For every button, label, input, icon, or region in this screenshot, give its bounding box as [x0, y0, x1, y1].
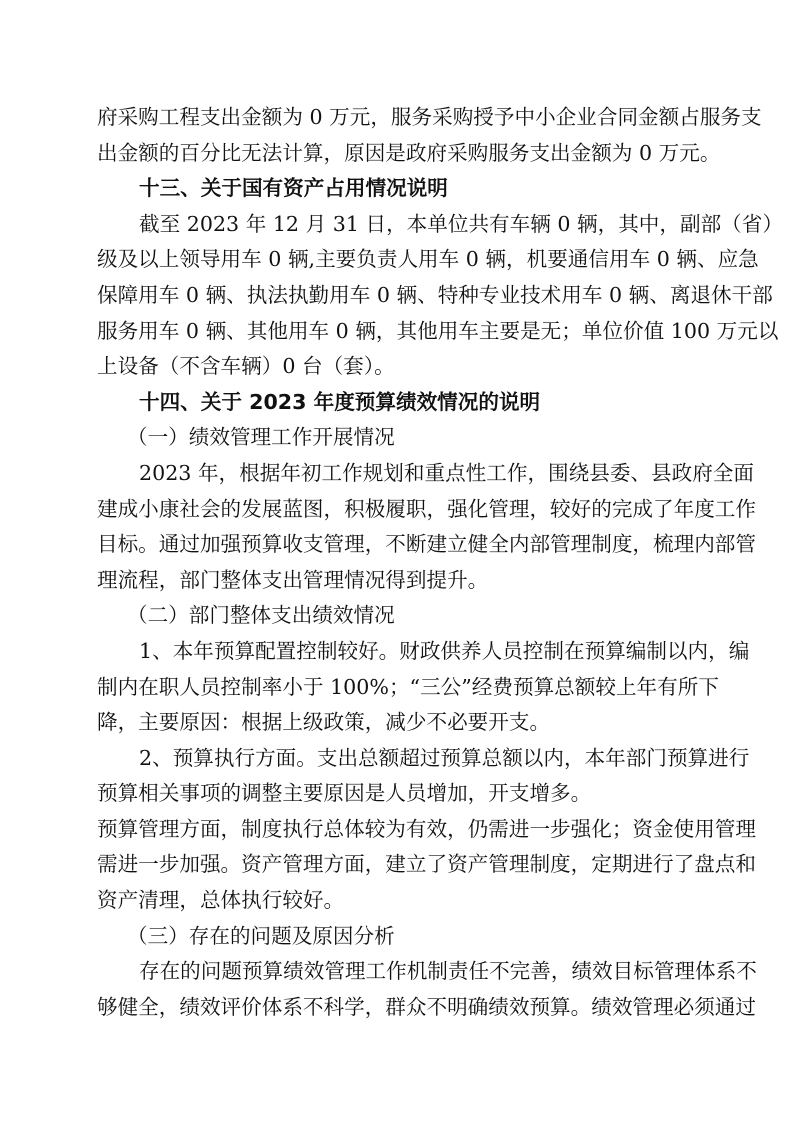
paragraph-line: 理流程，部门整体支出管理情况得到提升。	[97, 567, 489, 592]
paragraph-line: 资产清理，总体执行较好。	[97, 888, 345, 913]
paragraph-line: 建成小康社会的发展蓝图，积极履职，强化管理，较好的完成了年度工作	[97, 496, 756, 521]
paragraph-line: 2023 年，根据年初工作规划和重点性工作，围绕县委、县政府全面	[139, 460, 754, 485]
document-page	[97, 100, 783, 1025]
paragraph-line: 保障用车 0 辆、执法执勤用车 0 辆、特种专业技术用车 0 辆、离退休干部	[97, 282, 773, 307]
paragraph-line: 服务用车 0 辆、其他用车 0 辆，其他用车主要是无；单位价值 100 万元以	[97, 318, 779, 343]
paragraph-line: 目标。通过加强预算收支管理，不断建立健全内部管理制度，梳理内部管	[97, 532, 756, 557]
paragraph-line: 1、本年预算配置控制较好。财政供养人员控制在预算编制以内，编	[139, 638, 750, 663]
subsection-heading-3: （三）存在的问题及原因分析	[127, 923, 395, 948]
paragraph-line: 够健全，绩效评价体系不科学，群众不明确绩效预算。绩效管理必须通过	[97, 994, 756, 1019]
paragraph-line: 预算管理方面，制度执行总体较为有效，仍需进一步强化；资金使用管理	[97, 816, 756, 841]
paragraph-line: 存在的问题预算绩效管理工作机制责任不完善，绩效目标管理体系不	[139, 959, 757, 984]
paragraph-line: 截至 2023 年 12 月 31 日，本单位共有车辆 0 辆，其中，副部（省）	[139, 211, 783, 236]
paragraph-line: 上设备（不含车辆）0 台（套）。	[97, 354, 395, 379]
paragraph-line: 降，主要原因：根据上级政策，减少不必要开支。	[97, 710, 551, 735]
section-heading-13: 十三、关于国有资产占用情况说明	[139, 176, 448, 201]
subsection-heading-1: （一）绩效管理工作开展情况	[127, 425, 395, 450]
subsection-heading-2: （二）部门整体支出绩效情况	[127, 603, 395, 628]
paragraph-line: 出金额的百分比无法计算，原因是政府采购服务支出金额为 0 万元。	[97, 140, 721, 165]
paragraph-line: 制内在职人员控制率小于 100%；“三公”经费预算总额较上年有所下	[97, 674, 719, 699]
paragraph-line: 预算相关事项的调整主要原因是人员增加，开支增多。	[97, 781, 592, 806]
section-heading-14: 十四、关于 2023 年度预算绩效情况的说明	[139, 389, 541, 414]
paragraph-line: 级及以上领导用车 0 辆,主要负责人用车 0 辆，机要通信用车 0 辆、应急	[97, 247, 759, 272]
paragraph-line: 需进一步加强。资产管理方面，建立了资产管理制度，定期进行了盘点和	[97, 852, 756, 877]
paragraph-line: 2、预算执行方面。支出总额超过预算总额以内，本年部门预算进行	[139, 745, 750, 770]
paragraph-line: 府采购工程支出金额为 0 万元，服务采购授予中小企业合同金额占服务支	[97, 105, 762, 129]
